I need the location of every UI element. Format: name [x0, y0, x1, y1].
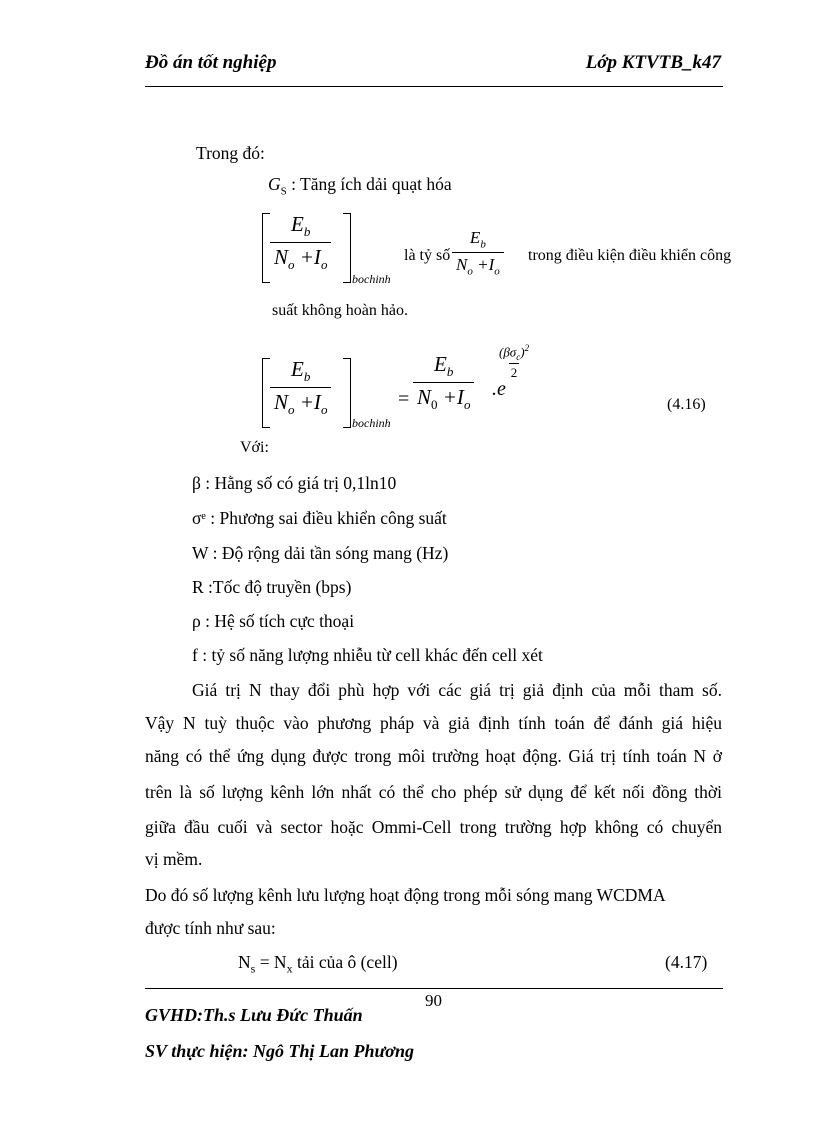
- ns-equation: [238, 952, 398, 977]
- frac-den-small: N: [456, 255, 468, 275]
- fraction-eb-noio-small: [452, 228, 504, 278]
- exp-sub: c: [516, 351, 521, 362]
- para1-line2: Vậy N tuỳ thuộc vào phương pháp và giả định tính toán để đánh giá hiệu: [145, 713, 722, 733]
- la-ty-so: là tỷ số: [404, 247, 451, 264]
- frac-den-2: N: [274, 390, 289, 415]
- frac-den-sub2-2: o: [320, 402, 328, 418]
- para2-line1: Do đó số lượng kênh lưu lượng hoạt động trong mỗi sóng mang WCDMA: [145, 885, 666, 905]
- beta-definition: β : Hằng số có giá trị 0,1ln10: [192, 473, 397, 493]
- rho-definition: ρ : Hệ số tích cực thoại: [192, 611, 355, 631]
- frac-num-sub-2: b: [303, 369, 311, 385]
- exp-num: (βσ: [499, 344, 517, 360]
- trong-do-label: Trong đó:: [196, 143, 265, 163]
- gs-subscript: S: [280, 185, 287, 198]
- frac-den-sub1-2: o: [288, 402, 295, 418]
- fraction-eb-noio-2: [270, 357, 331, 418]
- ns-n: N: [238, 952, 251, 972]
- exponent-fraction: [497, 343, 531, 381]
- voi-label: Với:: [240, 439, 269, 456]
- r-definition: R :Tốc độ truyền (bps): [192, 577, 352, 597]
- para1-line3: năng có thể ứng dụng được trong môi trường hoạt động. Giá trị tính toán N ở: [145, 746, 722, 766]
- exp-close: ): [520, 344, 525, 360]
- frac-num-sub-small: b: [480, 238, 486, 251]
- fraction-eb-noio: [270, 212, 331, 273]
- eq-den-sub2: o: [463, 397, 471, 413]
- right-bracket: [343, 213, 351, 283]
- equals-sign: =: [398, 388, 410, 410]
- e-symbol: .e: [492, 378, 506, 400]
- frac-num: E: [291, 212, 304, 236]
- ns-x: x: [286, 961, 293, 976]
- left-bracket-2: [262, 358, 270, 428]
- frac-den-sub1-small: o: [467, 265, 473, 278]
- frac-den-plus-2: +I: [294, 390, 321, 415]
- fraction-eb-n0io: [413, 352, 474, 413]
- ns-rest: tải của ô (cell): [296, 952, 398, 972]
- frac-den-plus: +I: [294, 245, 321, 270]
- equation-number-4-16: (4.16): [667, 396, 706, 413]
- frac-den-plus-small: +I: [472, 255, 495, 275]
- bochinh-subscript-2: bochinh: [352, 416, 391, 430]
- para1-line6: vị mềm.: [145, 849, 203, 869]
- exp-den: 2: [510, 364, 518, 380]
- equation-number-4-17: (4.17): [665, 952, 708, 972]
- right-bracket-2: [343, 358, 351, 428]
- page-number: 90: [425, 991, 442, 1010]
- gs-symbol: G: [268, 174, 281, 194]
- frac-num-small: E: [469, 228, 481, 247]
- header-left: Đồ án tốt nghiệp: [145, 52, 277, 73]
- ns-mid: = N: [259, 952, 287, 972]
- gs-text: : Tăng ích dải quạt hóa: [291, 174, 452, 194]
- frac-den-sub2-small: o: [494, 265, 500, 278]
- trong-dieu-kien: trong điều kiện điều khiển công: [528, 247, 732, 264]
- bochinh-subscript: bochinh: [352, 272, 391, 286]
- suat-khong-hoan-hao: suất không hoàn hảo.: [272, 302, 408, 319]
- frac-num-3: E: [434, 352, 447, 376]
- para2-line2: được tính như sau:: [145, 918, 276, 938]
- footer-sv: SV thực hiện: Ngô Thị Lan Phương: [145, 1041, 414, 1061]
- left-bracket: [262, 213, 270, 283]
- para1-line4: trên là số lượng kênh lớn nhất có thể cho phép sử dụng để kết nối đồng thời: [145, 782, 722, 802]
- f-definition: f : tỷ số năng lượng nhiễu từ cell khác đến cell xét: [192, 645, 543, 665]
- eq-den-sub1: 0: [431, 397, 438, 413]
- eq-den: N: [417, 385, 432, 410]
- frac-den: N: [274, 245, 289, 270]
- frac-den-sub1: o: [288, 257, 295, 273]
- para1-line5: giữa đầu cuối và sector hoặc Ommi-Cell trong trường hợp không có chuyển: [145, 817, 722, 837]
- frac-num-2: E: [291, 357, 304, 381]
- exp-pow: 2: [524, 343, 530, 353]
- footer-gvhd: GVHD:Th.s Lưu Đức Thuấn: [145, 1005, 363, 1025]
- frac-num-sub: b: [303, 224, 311, 240]
- header-right: Lớp KTVTB_k47: [585, 52, 721, 73]
- gs-definition: [268, 174, 452, 198]
- eq-den-plus: +I: [437, 385, 464, 410]
- sigma-definition: σᵉ : Phương sai điều khiển công suất: [192, 508, 447, 528]
- w-definition: W : Độ rộng dải tần sóng mang (Hz): [192, 543, 449, 563]
- ns-sub: s: [250, 961, 256, 976]
- header-rule: [145, 86, 723, 87]
- para1-line1: Giá trị N thay đổi phù hợp với các giá trị giả định của mỗi tham số.: [192, 680, 722, 700]
- frac-num-sub-3: b: [446, 364, 454, 380]
- frac-den-sub2: o: [320, 257, 328, 273]
- footer-rule: [145, 988, 723, 989]
